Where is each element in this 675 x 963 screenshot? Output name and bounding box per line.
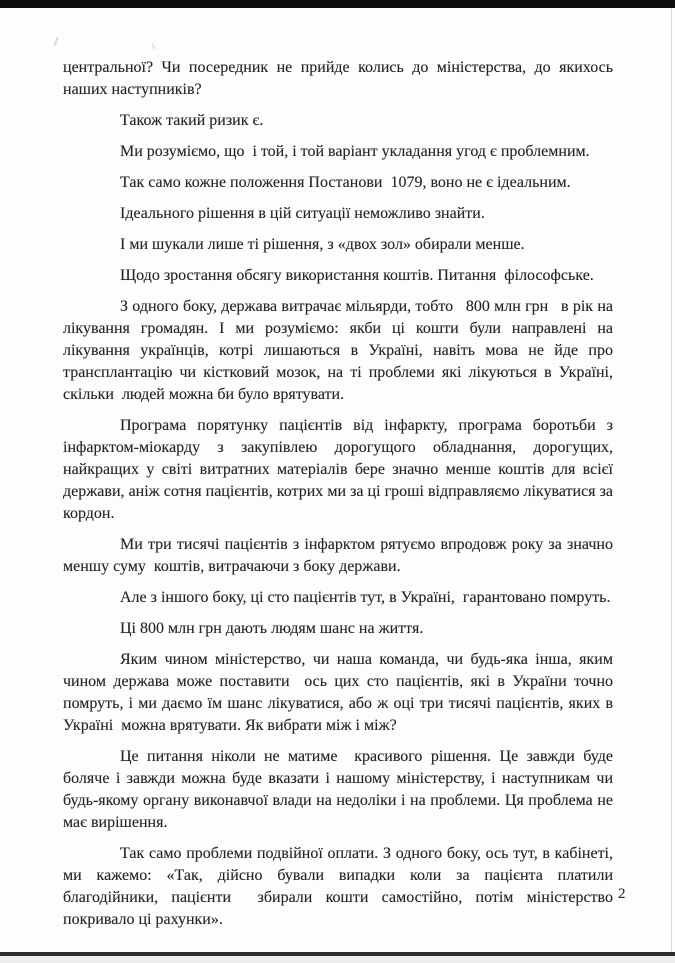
paragraph: Ми три тисячі пацієнтів з інфарктом рятуємо впродовж року за значно меншу суму коштів, витрачаючи з боку держави. [63, 536, 617, 575]
pencil-mark [151, 41, 160, 50]
page-edge-shadow [671, 8, 672, 952]
paragraph: Але з іншого боку, ці сто пацієнтів тут, в Україні, гарантовано помруть. [120, 589, 611, 606]
paragraph: Програма порятунку пацієнтів від інфаркту, програма боротьби з інфарктом-міокарду з закупівлею дорогущого обладнання, дорогущих, найкращих у світі витратних матеріалів бере значно менше коштів для всієї держави, аніж сотня пацієнтів, котрих ми за ці гроші відправляємо лікуватися за кордон. [63, 417, 617, 522]
paragraph: Щодо зростання обсягу використання коштів. Питання філософське. [120, 267, 594, 284]
paragraph: Ідеального рішення в цій ситуації неможливо знайти. [120, 205, 485, 222]
paragraph: Яким чином міністерство, чи наша команда, чи будь-яка інша, яким чином держава може поставити ось цих сто пацієнтів, які в України точно помруть, і ми даємо їм шанс лікуватися, або ж оці три тисячі пацієнтів, яких в Україні можна врятувати. Як вибрати між і між? [63, 651, 617, 734]
paragraph: центральної? Чи посередник не прийде колись до міністерства, до якихось наших наступників? [63, 59, 617, 98]
paragraph: Це питання ніколи не матиме красивого рішення. Це завжди буде боляче і завжди можна буде вказати і нашому міністерству, і наступникам чи будь-якому органу виконавчої влади на недоліки і на проблеми. Ця проблема не має вирішення. [63, 748, 617, 831]
page-number: 2 [618, 886, 626, 902]
document-body [63, 57, 621, 940]
scan-bottom-margin [0, 956, 675, 963]
pencil-mark [54, 37, 64, 48]
paragraph: Ми розуміємо, що і той, і той варіант укладання угод є проблемним. [120, 143, 590, 160]
paragraph: Так само проблеми подвійної оплати. З одного боку, ось тут, в кабінеті, ми кажемо: «Так, дійсно бували випадки коли за пацієнта платили благодійники, пацієнти збирали кошти самостійно, потім міністерство покривало ці рахунки». [63, 845, 617, 928]
scan-top-edge [0, 0, 675, 8]
paragraph: І ми шукали лише ті рішення, з «двох зол» обирали менше. [120, 236, 525, 253]
paragraph: Так само кожне положення Постанови 1079, воно не є ідеальним. [120, 174, 571, 191]
paragraph: Також такий ризик є. [120, 112, 264, 129]
paragraph: Ці 800 млн грн дають людям шанс на життя. [120, 620, 424, 637]
paragraph: З одного боку, держава витрачає мільярди, тобто 800 млн грн в рік на лікування громадян. І ми розуміємо: якби ці кошти були направлені на лікування українців, котрі лишаються в Україні, навіть мова не йде про трансплантацію чи кістковий мозок, на ті проблеми які лікуються в Україні, скільки людей можна би було врятувати. [63, 298, 621, 403]
